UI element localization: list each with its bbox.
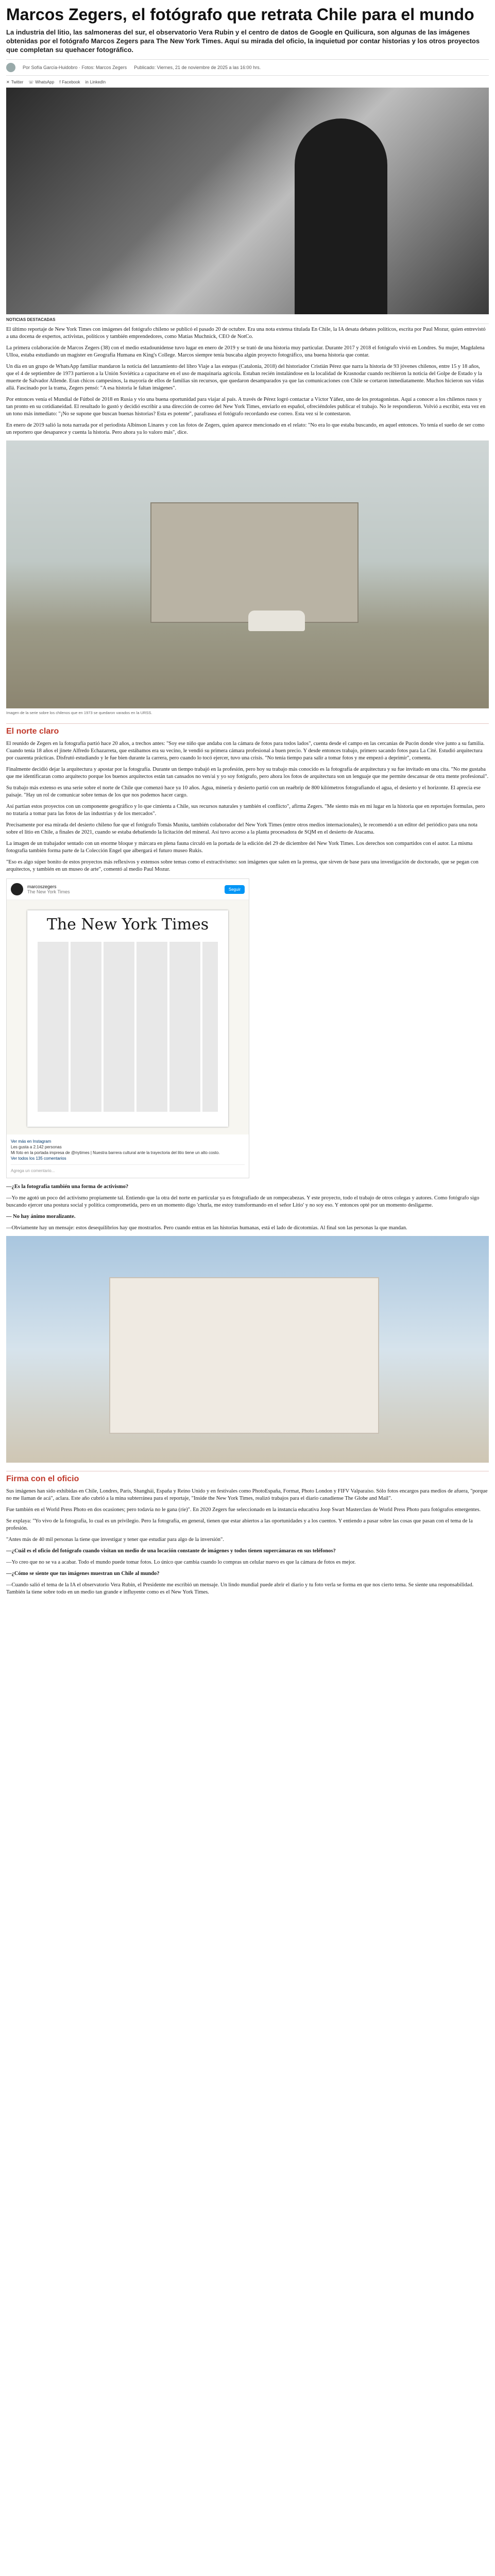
interview-qa-2 [6,1548,489,1596]
byline [6,59,489,76]
share-bar [6,80,489,84]
interview-qa [6,1183,489,1232]
newspaper-masthead: The New York Times [46,916,209,934]
instagram-location: The New York Times [27,889,70,894]
question: —¿Cuál es el oficio del fotógrafo cuando visitan un medio de una locación constante de imágenes y todos tienen supercámaras en sus teléfonos? [6,1548,336,1554]
instagram-comments-link[interactable]: Ver todos los 135 comentarios [11,1156,66,1161]
article-photo-russia [6,440,489,708]
answer: —Yo creo que no se va a acabar. Todo el mundo puede tomar fotos. Lo único que cambia cuando lo compras un celular nuevo es que la cámara de fotos es mejor. [6,1560,356,1565]
instagram-likes: Les gusta a 2.142 personas [11,1145,62,1149]
car [248,611,305,631]
building [150,502,359,623]
linkedin-icon: in [85,80,89,84]
article-title: Marcos Zegers, el fotógrafo que retrata Chile para el mundo [6,5,474,24]
photo-caption: Imagen de la serie sobre los chilenos que en 1973 se quedaron varados en la URSS. [6,710,152,715]
paragraph: La primera colaboración de Marcos Zegers (38) con el medio estadounidense tuvo lugar en enero de 2019 y se trató de una historia muy particular. Durante 2017 y 2018 el fotógrafo vivió en Londres. Su mujer, Magdalena Ulloa, estaba estudiando un magíster en Geografía Humana en King's College. Marcos siempre tenía buscaba algún proyecto fotográfico, una buena historia que contar. [6,345,485,358]
share-whatsapp[interactable]: ☏ WhatsApp [28,80,55,84]
paragraph: Sus imágenes han sido exhibidas en Chile, Londres, París, Shanghái, España y Reino Unido y en festivales como PhotoEspaña, Format, Photo London y FIFV Valparaíso. Sólo fotos encargos para medios de afuera, "porque no me llaman de acá", aclara. Este año cubrió a la mina subterránea para el reportaje, "Inside the New York Times, realizó trabajos para el diario canadiense The Globe and Mail". [6,1488,488,1501]
instagram-header [7,879,249,900]
paragraph: Precisamente por esa mirada del desierto chileno fue que el fotógrafo Tomás Munita, también colaborador del New York Times (entre otros medios internacionales), le recomendó a un editor del periódico para una nota sobre el litio en Chile, a finales de 2021, cuando se estaba debatiendo la licitación del mineral. Así tuvo acceso a la planta procesadora de SQM en el desierto de Atacama. [6,822,477,835]
instagram-view-more[interactable]: Ver más en Instagram [11,1139,52,1144]
paragraph: Por entonces venía el Mundial de Fútbol de 2018 en Rusia y vio una buena oportunidad para viajar al país. A través de Pérez logró contactar a Víctor Yáñez, uno de los protagonistas. Aquí a conocer a los chilenos rusos y tan pronto en su cotidianeidad. El resultado lo gustó y decidió escribir a una dirección de correo del New York Times, enviarlo en español, ofreciéndoles publicar el trabajo. No le respondieron. Volvió a escribir, esta vez en un tono más inmediato: "¡No se supone que buscan buenas historias? Esta es potente", parafrasea el fotógrafo recordando ese correo. Esta vez sí le contestaron. [6,397,486,417]
author-avatar [6,63,15,72]
page-footer-space [6,1600,489,1621]
instagram-caption: Mi foto en la portada impresa de @nytimes | Nuestra barrera cultural ante la trayectoria del litio tiene un alto costo. [11,1150,220,1155]
section-heading-norte: El norte claro [6,723,489,736]
share-linkedin[interactable]: in LinkedIn [85,80,106,84]
paragraph: "Antes más de 40 mil personas la tiene que investigar y tener que estudiar para algo de la inversión". [6,1537,224,1543]
photographer-portrait [295,118,387,314]
paragraph: En enero de 2019 salió la nota narrada por el periodista Albinson Linares y con las fotos de Zegers, quien aparece mencionado en el relato: "No era lo que estaba buscando, en aquel entonces. Yo tenía el sueño de ser como un reportero que desaparece y cuenta la historia. Pero ahora ya lo valoro más", dice. [6,422,485,435]
twitter-icon: ✕ [6,80,10,84]
article-page [0,5,495,1621]
whatsapp-icon: ☏ [28,80,34,84]
section-tag: NOTICIAS DESTACADAS [6,317,489,324]
byline-date: Publicado: Viernes, 21 de noviembre de 2025 a las 16:00 hrs. [134,65,261,70]
answer: —Obviamente hay un mensaje: estos desequilibrios hay que mostrarlos. Pero cuando entras en las historias humanas, está el lado de dicotomías. Al final son las personas la que mandan. [6,1225,407,1231]
instagram-follow-button[interactable]: Seguir [225,885,245,894]
paragraph: Un día en un grupo de WhatsApp familiar mandaron la noticia del lanzamiento del libro Viaje a las estepas (Catalonia, 2018) del historiador Cristián Pérez que narra la historia de 93 jóvenes chilenos, entre 15 y 18 años, que el 4 de septiembre de 1973 partieron a la Unión Soviética a capacitarse en el uso de maquinaria agrícola. Estaban recién instalándose en la localidad de Krasnodar cuando recibieron la noticia del Golpe de Estado y la muerte de Salvador Allende. Eran chicos campesinos, la mayoría de ellos de familias sin recursos, que quedaron desamparados ya que las comunicaciones con Chile se cortaron inmediatamente. Muchos hicieron sus vidas allá. Fascinado por la trama, Zegers pensó: "A esa historia le faltan imágenes". [6,364,484,391]
facebook-icon: f [59,80,61,84]
paragraph: Finalmente decidió dejar la arquitectura y apostar por la fotografía. Durante un tiempo trabajó en la profesión, pero hoy su trabajo más conocido es la fotografía de arquitectura y su fue invitado en una cita. "No me gustaba que me identificaran como arquitecto porque los buenos arquitectos están tan cansados no ven/ai y yo soy fotógrafo, pero ahora los fotos de arquitectura son un lenguaje que me permite descansar de otra mente profesional". [6,767,489,779]
byline-author: Por Sofía García-Huidobro · Fotos: Marcos Zegers [23,65,127,70]
article-lead: La industria del litio, las salmoneras del sur, el observatorio Vera Rubin y el centro de datos de Google en Quilicura, son algunas de las imágenes obtenidas por el fotógrafo Marcos Zegers para The New York Times. Aquí su mirada del oficio, la inquietud por contar historias y los otros proyectos que completan su quehacer fotográfico. [6,28,480,54]
instagram-image[interactable] [7,900,249,1134]
instagram-handle[interactable]: marcoszegers [27,884,57,889]
article-photo-ruin [6,1236,489,1463]
paragraph: La imagen de un trabajador sentado con un enorme bloque y márcara en plena fauna circuló en la portada de la edición del 29 de diciembre del New York Times. Los derechos son compartidos con el autor. La misma fotografía también forma parte de la Colección Engel que albergará el futuro museo Rukis. [6,841,473,854]
paragraph: Su trabajo más extenso es una serie sobre el norte de Chile que comenzó hace ya 10 años. Agua, minería y desierto partió con un reaébrip de 800 kilómetros fotografiando el agua, el desierto y el horizonte. El aprecia ese paisaje. "Hay un rol de comunicar sobre temas de los que nos podemos hacer cargo. [6,785,481,798]
ruined-building [109,1277,379,1434]
paragraph: "Eso es algo súper bonito de estos proyectos más reflexivos y extensos sobre temas como el extractivismo: son imágenes que salen en la prensa, que sirven de base para una investigación de doctorado, que se pegan con arquitectos, y también en un museo de arte", comentó al medio Paul Mozur. [6,859,479,872]
instagram-footer [7,1134,249,1178]
question: — No hay ánimo moralizante. [6,1214,76,1219]
answer: —Yo me agotó un poco del activismo propiamente tal. Entiendo que la otra del norte en particular ya es fotografiado de un rompecabezas. Y este proyecto, todo el trabajo de otros colegas y autores. Como fotógrafo sigo buscando ejercer una postura social y política comprometida, pero en un momento digo 'churla, me estoy transformando en el señor Litio' y no soy eso. Y entonces opté por un momento desligarme. [6,1195,480,1208]
question: —¿Es la fotografía también una forma de activismo? [6,1184,129,1190]
newspaper-front-page [27,910,228,1127]
paragraph: Se explaya: "Yo vivo de la fotografía, lo cual es un privilegio. Pero la fotografía, en general, tienen que estar abiertos a las oportunidades y a los cuentos. Y entiendo a pasar sobre las cosas que pasan con el tema de la profesión. [6,1518,473,1531]
section-heading-oficio: Firma con el oficio [6,1471,489,1484]
paragraph: Así partían estos proyectos con un componente geográfico y lo que cimienta a Chile, sus recursos naturales y también el conflicto", afirma Zegers. "Me siento más en mi lugar en la historia que en reportajes formulas, pero no trataría a tomar para las fotos de las industrias y de los mercados". [6,804,485,817]
paragraph: El reunido de Zegers en la fotografía partió hace 20 años, a trechos antes: "Soy ese niño que andaba con la cámara de fotos para todos lados", cuenta desde el campo en las cercanías de Pucón donde vive junto a su familia. Cuando tenía 18 años el jinete Alfredo Echazarreta, que estábamos era su vecino, le vendió su primera cámara profesional a buen precio. Y desde entonces trabajo, primero sacando fotos para La Cité. Estudió arquitectura por cuarenta prácticas. Disfrutó estudiando y le fue bien durante la carrera, pero cuando lo tocó ejercer, tuvo una crisis. "No tenía tiempo para salir a tomar fotos y me empezó a deprimir", comenta. [6,741,485,761]
newspaper-columns [38,942,218,1112]
question: —¿Cómo se siente que tus imágenes muestran un Chile al mundo? [6,1571,160,1577]
hero-photo [6,88,489,314]
paragraph: Fue también en el World Press Photo en dos ocasiones; pero todavía no le gana (ríe)". En 2020 Zegers fue seleccionado en la instancia educativa Joop Swart Masterclass de World Press Photo para fotógrafos emergentes. [6,1507,481,1513]
answer: —Cuando salió el tema de la IA el observatorio Vera Rubin, el Presidente me escribió un mensaje. Un lindo mundial puede abrir el diario y tu foto verla se forma en que nos cierto tema. Se siente una responsabilidad. También la tiene sobre todo en un medio tan grande e influyente como es el New York Times. [6,1582,474,1595]
paragraph: El último reportaje de New York Times con imágenes del fotógrafo chileno se publicó el pasado 20 de octubre. Era una nota extensa titulada En Chile, la IA desata debates políticos, escrita por Paul Mozur, quien entrevistó a una docena de expertos, activistas, políticos y también emprendedores, como Matías Muchnick, CEO de NotCo. [6,327,486,340]
instagram-embed [6,878,249,1178]
share-facebook[interactable]: f Facebook [59,80,80,84]
share-twitter[interactable]: ✕ Twitter [6,80,24,84]
instagram-comment-input[interactable]: Agrega un comentario... [11,1164,245,1174]
instagram-avatar[interactable] [11,883,23,895]
